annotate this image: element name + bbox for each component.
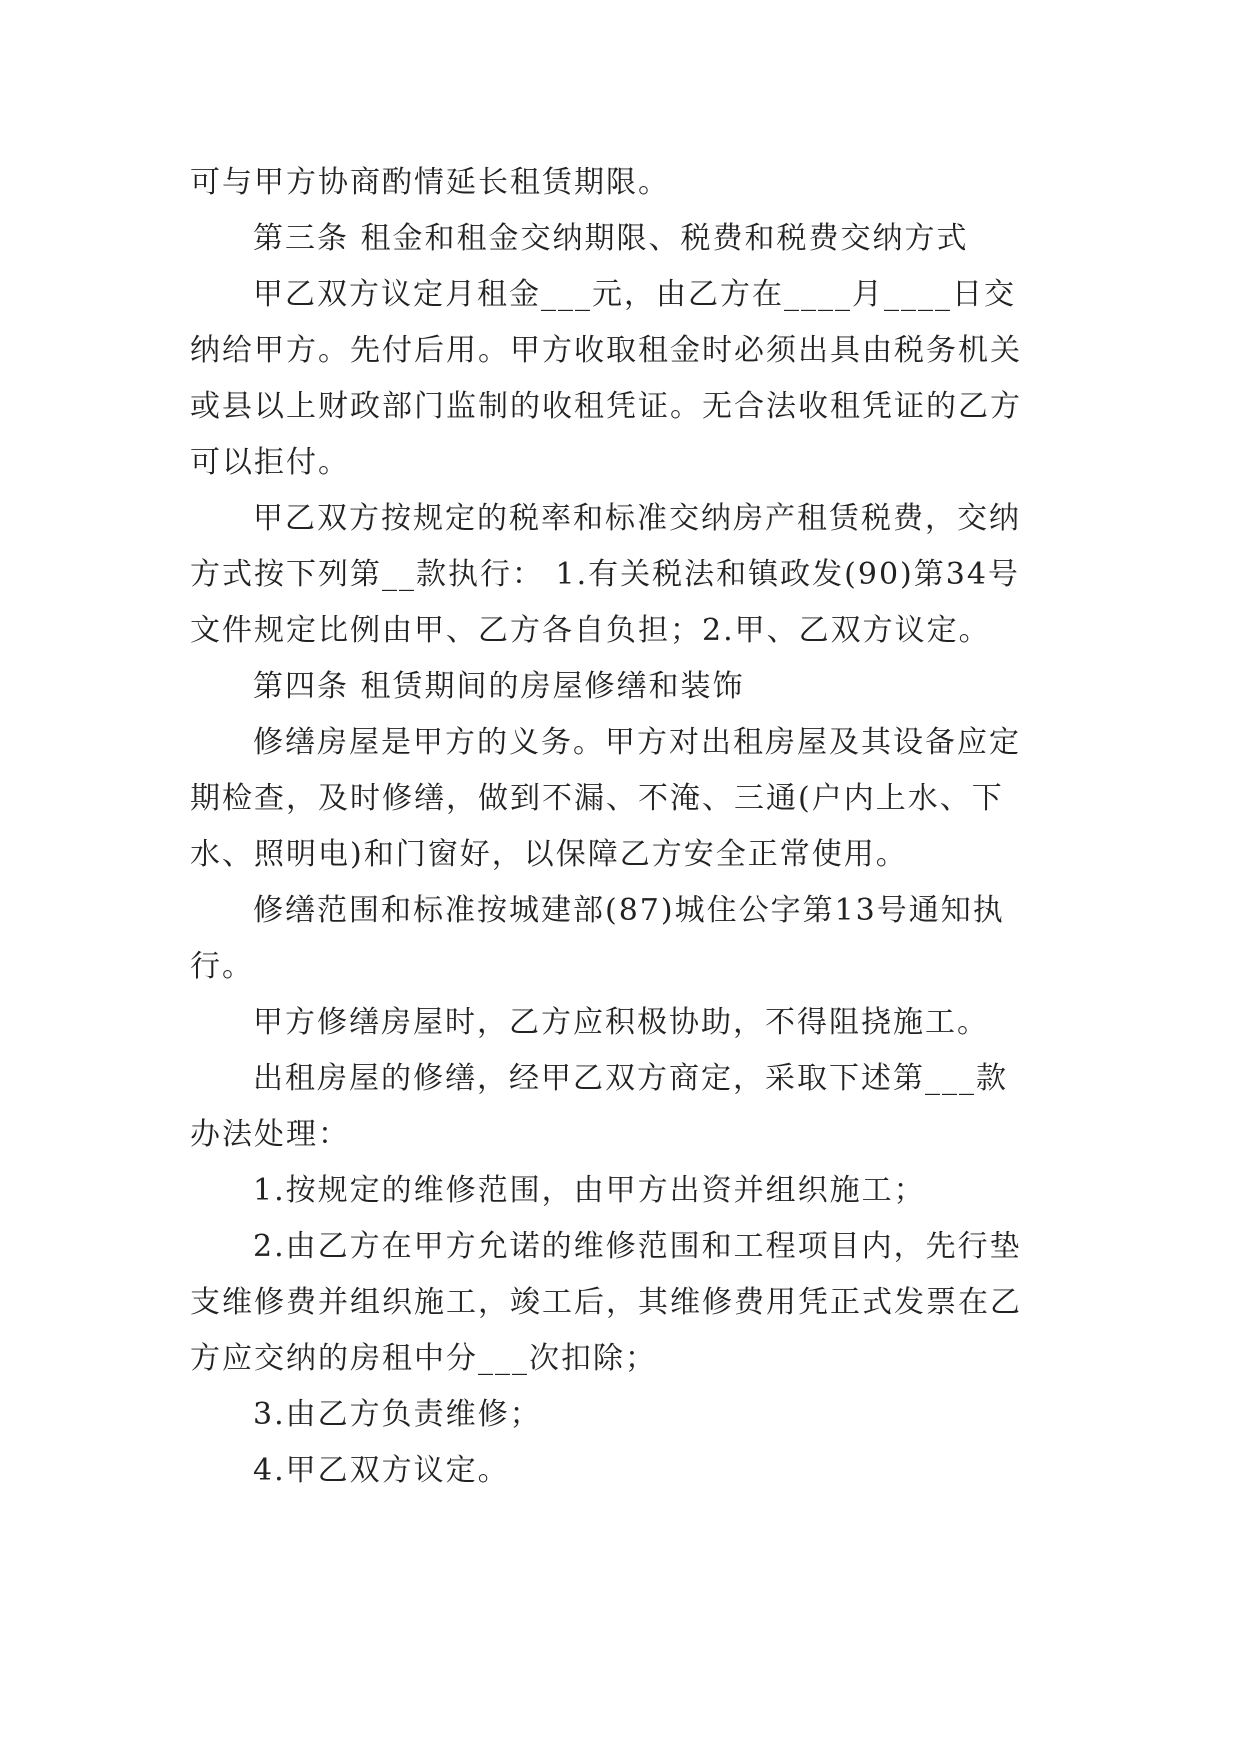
text-line: 纳给甲方。先付后用。甲方收取租金时必须出具由税务机关 (190, 333, 1022, 368)
list-item: 3.由乙方负责维修； (253, 1397, 542, 1432)
text-line: 水、照明电)和门窗好，以保障乙方安全正常使用。 (190, 837, 908, 872)
text-line: 方式按下列第__款执行： 1.有关税法和镇政发(90)第34号 (190, 557, 1020, 592)
text-line: 甲方修缮房屋时，乙方应积极协助，不得阻挠施工。 (253, 1005, 989, 1040)
text-line: 办法处理： (190, 1117, 350, 1152)
list-item: 1.按规定的维修范围，由甲方出资并组织施工； (253, 1173, 926, 1208)
text-line: 修缮房屋是甲方的义务。甲方对出租房屋及其设备应定 (253, 725, 1021, 760)
text-line: 出租房屋的修缮，经甲乙双方商定，采取下述第___款 (253, 1061, 1008, 1096)
article-heading: 第四条 租赁期间的房屋修缮和装饰 (253, 669, 745, 704)
text-line: 期检查，及时修缮，做到不漏、不淹、三通(户内上水、下 (190, 781, 1004, 816)
list-item: 4.甲乙双方议定。 (253, 1453, 510, 1488)
text-line: 甲乙双方按规定的税率和标准交纳房产租赁税费，交纳 (253, 501, 1021, 536)
document-body (190, 155, 1048, 1499)
list-item: 2.由乙方在甲方允诺的维修范围和工程项目内，先行垫 (253, 1229, 1022, 1264)
text-line: 文件规定比例由甲、乙方各自负担；2.甲、乙双方议定。 (190, 613, 991, 648)
text-line: 方应交纳的房租中分___次扣除； (190, 1341, 657, 1376)
text-line: 或县以上财政部门监制的收租凭证。无合法收租凭证的乙方 (190, 389, 1022, 424)
text-line: 可与甲方协商酌情延长租赁期限。 (190, 165, 670, 200)
text-line: 甲乙双方议定月租金___元，由乙方在____月____日交 (253, 277, 1016, 312)
text-line: 修缮范围和标准按城建部(87)城住公字第13号通知执 (253, 893, 1005, 928)
text-line: 行。 (190, 949, 254, 984)
text-line: 可以拒付。 (190, 445, 350, 480)
article-heading: 第三条 租金和租金交纳期限、税费和税费交纳方式 (253, 221, 969, 256)
text-line: 支维修费并组织施工，竣工后，其维修费用凭正式发票在乙 (190, 1285, 1022, 1320)
